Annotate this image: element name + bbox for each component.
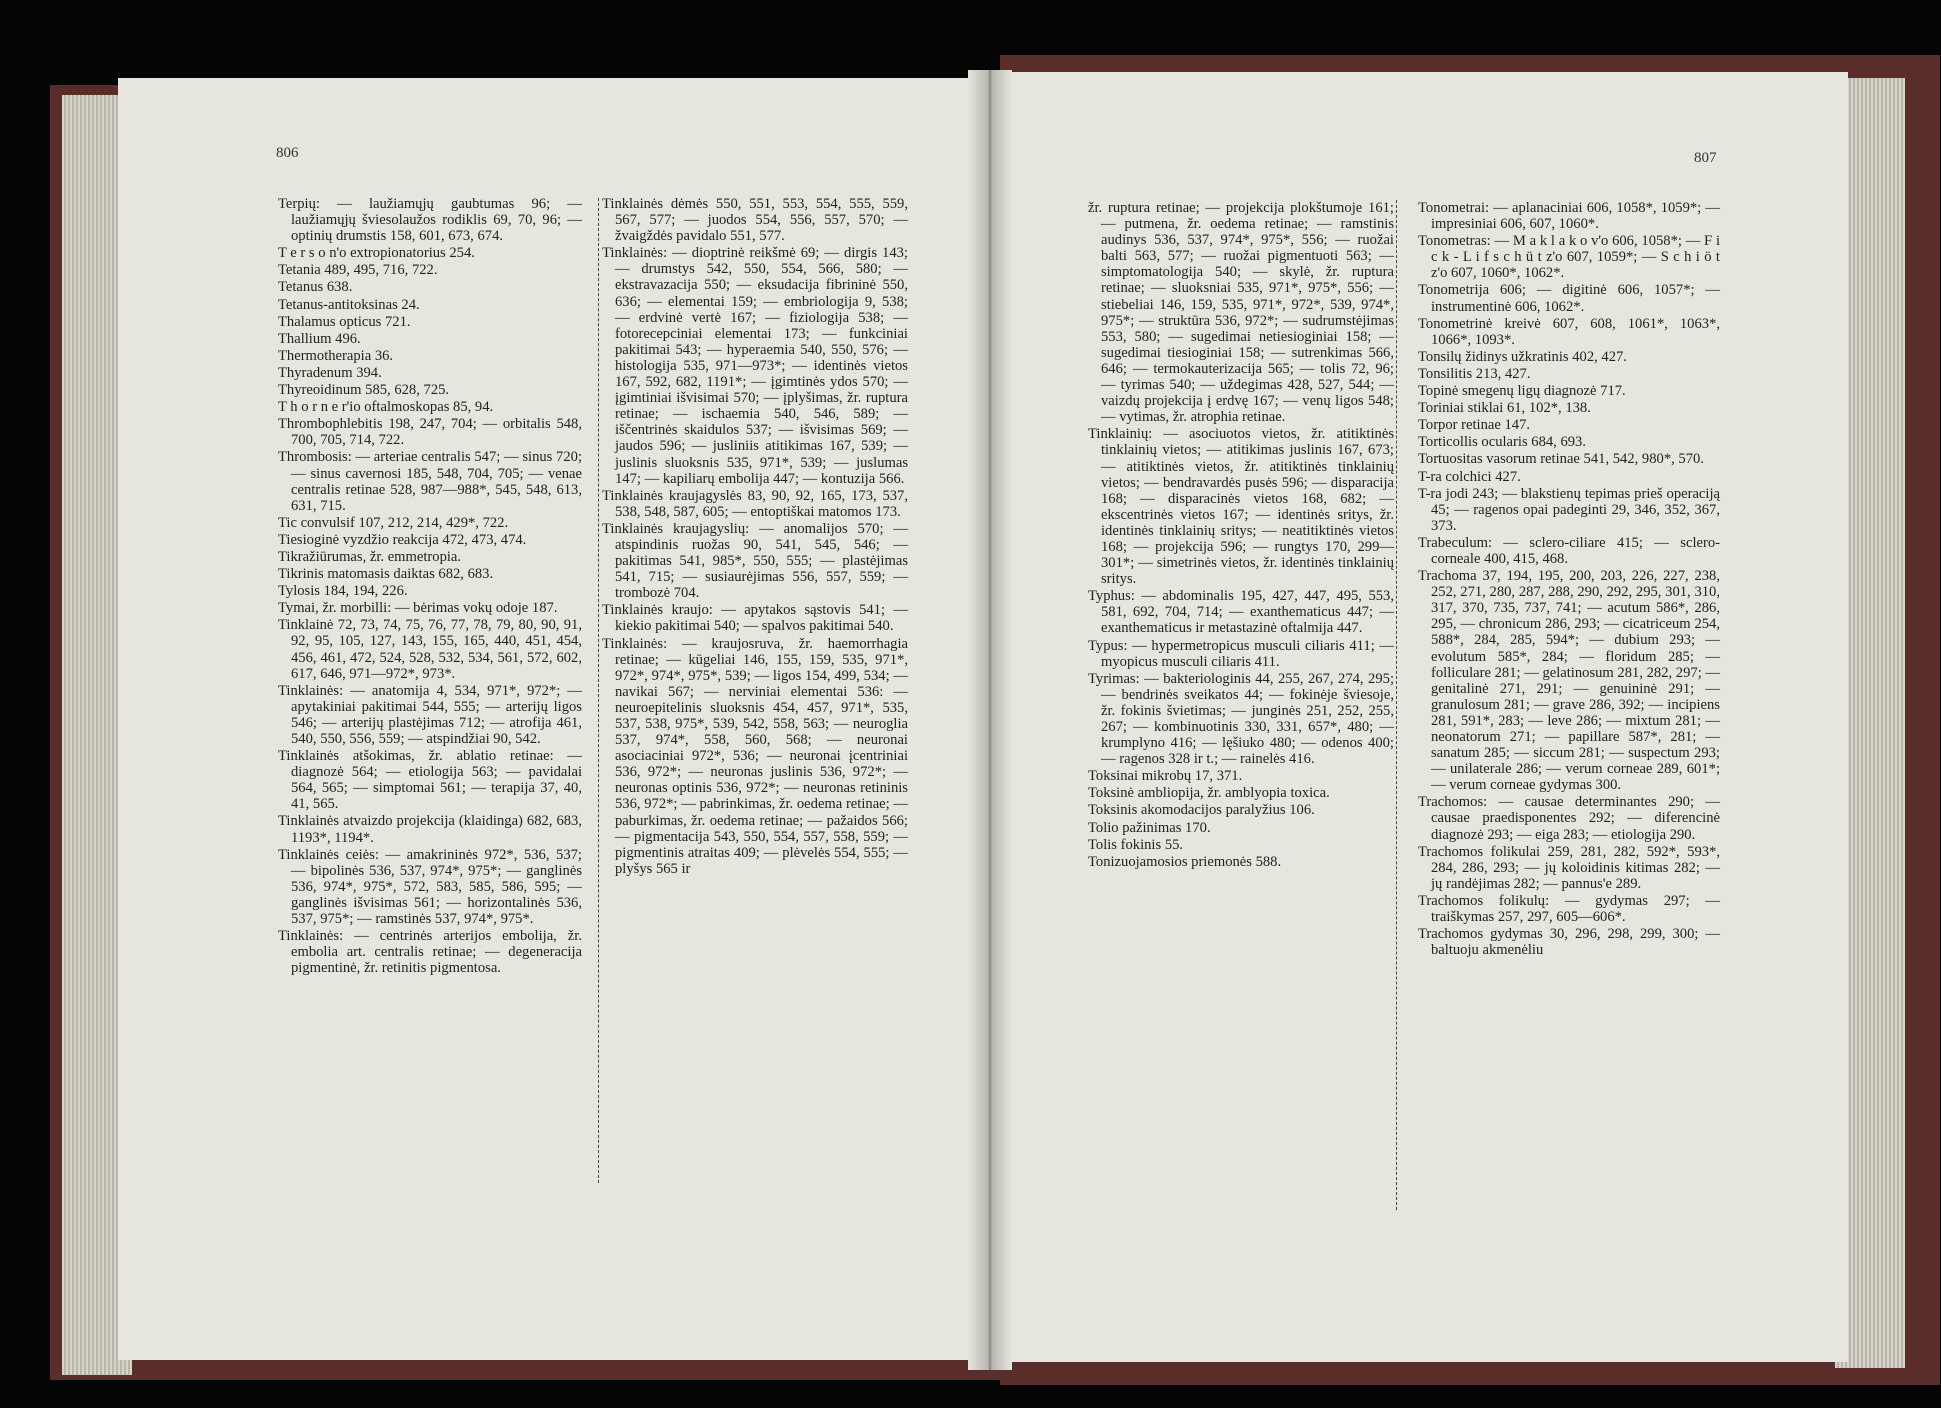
index-entry: Tonsilitis 213, 427. bbox=[1418, 365, 1531, 382]
index-entry: Thalamus opticus 721. bbox=[278, 313, 411, 330]
index-entry: Tinklainės atvaizdo projekcija (klaidinga) 682, 683, 1193*, 1194*. bbox=[278, 813, 582, 846]
index-entry: Tonometrija 606; — digitinė 606, 1057*; — instrumentinė 606, 1062*. bbox=[1418, 282, 1720, 315]
index-entry: Trabeculum: — sclero-ciliare 415; — sclero-corneale 400, 415, 468. bbox=[1418, 534, 1720, 567]
page-number-right: 807 bbox=[1694, 150, 1717, 166]
index-entry: Thrombosis: — arteriae centralis 547; — sinus 720; — sinus cavernosi 185, 548, 704, 705; — venae centralis retinae 528, 987—988*, 545, 548, 613, 631, 715. bbox=[278, 449, 582, 514]
index-entry: Tikražiūrumas, žr. emmetropia. bbox=[278, 548, 462, 565]
index-entry: T-ra colchici 427. bbox=[1418, 468, 1521, 485]
index-entry: Tinklainės kraujo: — apytakos sąstovis 541; — kiekio pakitimai 540; — spalvos pakitimai 540. bbox=[602, 602, 908, 635]
index-entry: Tonometrai: — aplanaciniai 606, 1058*, 1059*; — impresiniai 606, 607, 1060*. bbox=[1418, 200, 1720, 233]
index-entry: Tikrinis matomasis daiktas 682, 683. bbox=[278, 566, 494, 583]
index-entry: Thyradenum 394. bbox=[278, 364, 382, 381]
index-entry: Tolis fokinis 55. bbox=[1088, 836, 1184, 853]
index-entry: Tinklainės: — dioptrinė reikšmė 69; — dirgis 143; — drumstys 542, 550, 554, 566, 580; — ekstravazacija 550; — eksudacija fibrininė 550, 636; — elementai 159; — embriologija 9, 538; — erdvinė vertė 167; — fiziologija 538; — fotorecepciniai elementai 173; — funkciniai pakitimai 543; — hyperaemia 540, 550, 576; — histologija 535, 971—973*; — identinės vietos 167, 592, 682, 1191*; — įgimtinės ydos 570; — įgimtiniai išvisimai 570; — įplyšimas, žr. ruptura retinae; — ischaemia 540, 546, 589; — iščentrinės skaidulos 537; — išvisimas 569; — jaudos 596; — jusliniis atitikimas 167, 539; — juslinis sluoksnis 535, 971*, 539; — juslumas 147; — kapiliarų embolija 447; — kontuzija 566. bbox=[602, 245, 908, 487]
index-entry: Tymai, žr. morbilli: — bėrimas vokų odoje 187. bbox=[278, 600, 558, 617]
index-entry: Tinklainės atšokimas, žr. ablatio retinae: — diagnozė 564; — etiologija 563; — pavidalai 564, 565; — simptomai 561; — terapija 37, 40, 41, 565. bbox=[278, 748, 582, 813]
index-entry: T-ra jodi 243; — blakstienų tepimas prieš operaciją 45; — ragenos opai padeginti 29, 346, 352, 367, 373. bbox=[1418, 485, 1720, 534]
index-entry: Typhus: — abdominalis 195, 427, 447, 495, 553, 581, 692, 704, 714; — exanthematicus 447; — exanthematicus ir metastazinė oftalmija 447. bbox=[1088, 588, 1394, 637]
index-entry: Trachomos folikulai 259, 281, 282, 592*, 593*, 284, 286, 293; — jų koloidinis kitimas 282; — jų randėjimas 282; — pannus'e 289. bbox=[1418, 843, 1720, 892]
index-entry: Tonometrinė kreivė 607, 608, 1061*, 1063*, 1066*, 1093*. bbox=[1418, 315, 1720, 348]
index-entry: T e r s o n'o extropionatorius 254. bbox=[278, 245, 475, 262]
index-entry: Tonizuojamosios priemonės 588. bbox=[1088, 853, 1282, 870]
index-entry: Trachomos gydymas 30, 296, 298, 299, 300; — baltuoju akmenėliu bbox=[1418, 926, 1720, 959]
index-column-2 bbox=[602, 196, 908, 878]
index-entry: Toksinai mikrobų 17, 371. bbox=[1088, 768, 1243, 785]
index-entry: Trachoma 37, 194, 195, 200, 203, 226, 227, 238, 252, 271, 280, 287, 288, 290, 292, 295, 301, 310, 317, 370, 735, 737, 741; — acutum 586*, 286, 295, — chronicum 286, 293; — cicatriceum 254, 588*, 284, 285, 594*; — dubium 293; — evolutum 585*, 284; — floridum 285; — folliculare 281; — gelatinosum 281, 282, 297; — genitalinė 271, 291; — genuininė 291; — granulosum 281; — grave 286, 392; — incipiens 281, 591*, 283; — leve 286; — mixtum 281; — neonatorum 271; — papillare 587*, 281; — sanatum 285; — siccum 281; — suspectum 293; — unilaterale 286; — verum corneae 289, 601*; — verum corneae gydymas 300. bbox=[1418, 568, 1720, 794]
index-entry: žr. ruptura retinae; — projekcija plokštumoje 161; — putmena, žr. oedema retinae; — ramstinis audinys 536, 537, 974*, 975*, 556; — ruožai balti 563, 577; — ruožai pigmentuoti 563; — simptomatologija 540; — skylė, žr. ruptura retinae; — sluoksniai 535, 971*, 975*, 556; — stiebeliai 146, 159, 535, 971*, 972*, 539, 974*, 975*; — struktūra 536, 972*; — sudrumstėjimas 553, 580; — sugedimai netiesioginiai 158; — sugedimai tiesioginiai 158; — sutrenkimas 566, 646; — termokauterizacija 565; — tolis 72, 96; — tyrimas 540; — uždegimas 428, 527, 544; — vaizdų projekcija į erdvę 167; — venų ligos 548; — vytimas, žr. atrophia retinae. bbox=[1088, 200, 1394, 426]
index-entry: Tinklainės ceiės: — amakrininės 972*, 536, 537; — bipolinės 536, 537, 974*, 975*; — ganglinės 536, 974*, 975*, 572, 583, 585, 586, 595; — ganglinės išvisimas 561; — horizontalinės 536, 537, 975*; — ramstinės 537, 974*, 975*. bbox=[278, 846, 582, 928]
index-entry: Tic convulsif 107, 212, 214, 429*, 722. bbox=[278, 514, 509, 531]
index-entry: T h o r n e r'io oftalmoskopas 85, 94. bbox=[278, 399, 494, 416]
index-entry: Thrombophlebitis 198, 247, 704; — orbitalis 548, 700, 705, 714, 722. bbox=[278, 416, 582, 449]
index-entry: Tinklainės: — kraujosruva, žr. haemorrhagia retinae; — kūgeliai 146, 155, 159, 535, 971*, 972*, 974*, 975*, 539; — ligos 154, 499, 534; — navikai 567; — nerviniai elementai 536: — neuroepitelinis sluoksnis 454, 457, 971*, 535, 537, 538, 975*, 539, 542, 558, 563; — neuroglia 537, 974*, 558, 560, 568; — neuronai asociaciniai 972*, 536; — neuronai įcentriniai 536, 972*; — neuronas juslinis 536, 972*; — neuronas optinis 536, 972*; — neuronas retininis 536, 972*; — pabrinkimas, žr. oedema retinae; — paburkimas, žr. oedema retinae; — pažaidos 566; — pigmentacija 543, 550, 554, 557, 558, 559; — pigmentinis atraitas 409; — plėvelės 554, 555; — plyšys 565 ir bbox=[602, 635, 908, 877]
index-entry: Tinklainės: — centrinės arterijos embolija, žr. embolia art. centralis retinae; — degeneracija pigmentinė, žr. retinitis pigmentosa. bbox=[278, 928, 582, 977]
index-entry: Tinklainės: — anatomija 4, 534, 971*, 972*; — apytakiniai pakitimai 544, 555; — arterijų ligos 546; — arterijų plastėjimas 712; — atrofija 461, 540, 550, 556, 559; — atspindžiai 90, 542. bbox=[278, 682, 582, 747]
index-entry: Thermotherapia 36. bbox=[278, 347, 394, 364]
index-column-1 bbox=[278, 196, 582, 977]
index-entry: Topinė smegenų ligų diagnozė 717. bbox=[1418, 383, 1626, 400]
index-entry: Terpių: — laužiamųjų gaubtumas 96; — laužiamųjų šviesolaužos rodiklis 69, 70, 96; — optinių drumstis 158, 601, 673, 674. bbox=[278, 196, 582, 245]
index-entry: Trachomos: — causae determinantes 290; — causae praedisponentes 292; — diferencinė diagnozė 293; — eiga 283; — etiologija 290. bbox=[1418, 794, 1720, 843]
index-entry: Tinklainės kraujagyslių: — anomalijos 570; — atspindinis ruožas 90, 541, 545, 546; — pakitimas 541, 985*, 550, 555; — plastėjimas 541, 715; — susiaurėjimas 556, 557, 559; — trombozė 704. bbox=[602, 520, 908, 602]
index-entry: Tolio pažinimas 170. bbox=[1088, 819, 1211, 836]
index-entry: Tetania 489, 495, 716, 722. bbox=[278, 262, 438, 279]
index-entry: Toriniai stiklai 61, 102*, 138. bbox=[1418, 400, 1591, 417]
index-entry: Tyrimas: — bakteriologinis 44, 255, 267, 274, 295; — bendrinės sveikatos 44; — fokinėje šviesoje, žr. fokinis švietimas; — junginės 251, 252, 255, 267; — kombinuotinis 330, 331, 657*, 480; — krumplyno 416; — lęšiuko 480; — odenos 400; — ragenos 328 ir t.; — rainelės 416. bbox=[1088, 670, 1394, 768]
index-entry: Torticollis ocularis 684, 693. bbox=[1418, 434, 1586, 451]
column-rule-1 bbox=[598, 198, 599, 1183]
column-rule-2 bbox=[1396, 200, 1397, 1210]
index-entry: Thyreoidinum 585, 628, 725. bbox=[278, 382, 450, 399]
index-entry: Tiesioginė vyzdžio reakcija 472, 473, 474. bbox=[278, 531, 527, 548]
index-entry: Tonsilų židinys užkratinis 402, 427. bbox=[1418, 348, 1627, 365]
index-entry: Tinklainės dėmės 550, 551, 553, 554, 555, 559, 567, 577; — juodos 554, 556, 557, 570; — žvaigždės pavidalo 551, 577. bbox=[602, 196, 908, 245]
index-column-3 bbox=[1088, 200, 1394, 871]
index-entry: Tinklainė 72, 73, 74, 75, 76, 77, 78, 79, 80, 90, 91, 92, 95, 105, 127, 143, 155, 165, 440, 451, 454, 456, 461, 472, 524, 528, 532, 534, 561, 572, 602, 617, 646, 971—972*, 973*. bbox=[278, 617, 582, 682]
index-entry: Toksinis akomodacijos paralyžius 106. bbox=[1088, 802, 1315, 819]
index-entry: Torpor retinae 147. bbox=[1418, 417, 1531, 434]
index-entry: Tylosis 184, 194, 226. bbox=[278, 583, 408, 600]
index-entry: Tonometras: — M a k l a k o v'o 606, 1058*; — F i c k - L i f s c h ü t z'o 607, 1059*; — S c h i ö t z'o 607, 1060*, 1062*. bbox=[1418, 233, 1720, 282]
index-entry: Tinklainės kraujagyslės 83, 90, 92, 165, 173, 537, 538, 548, 587, 605; — entoptiškai matomos 173. bbox=[602, 487, 908, 520]
index-entry: Tortuositas vasorum retinae 541, 542, 980*, 570. bbox=[1418, 451, 1704, 468]
page-number-left: 806 bbox=[276, 145, 299, 161]
index-entry: Tetanus-antitoksinas 24. bbox=[278, 296, 420, 313]
index-entry: Trachomos folikulų: — gydymas 297; — traiškymas 257, 297, 605—606*. bbox=[1418, 892, 1720, 926]
index-entry: Tetanus 638. bbox=[278, 279, 353, 296]
book-gutter bbox=[968, 70, 1012, 1370]
index-entry: Typus: — hypermetropicus musculi ciliaris 411; — myopicus musculi ciliaris 411. bbox=[1088, 637, 1394, 670]
index-entry: Toksinė ambliopija, žr. amblyopia toxica. bbox=[1088, 785, 1330, 802]
index-entry: Thallium 496. bbox=[278, 330, 361, 347]
index-entry: Tinklainių: — asociuotos vietos, žr. atitiktinės tinklainių vietos; — atitikimas juslinis 167, 673; — atitiktinės vietos, žr. atitiktinės tinklainių vietos; — bendravardės pusės 596; — disparacija 168; — disparacinės vietos 168, 682; — ekscentrinės vietos 167; — identinės sritys, žr. identinės tinklainių sritys; — neatitiktinės vietos 168; — projekcija 596; — rungtys 170, 299—301*; — simetrinės vietos, žr. identinės tinklainių sritys. bbox=[1088, 426, 1394, 588]
index-column-4 bbox=[1418, 200, 1720, 959]
